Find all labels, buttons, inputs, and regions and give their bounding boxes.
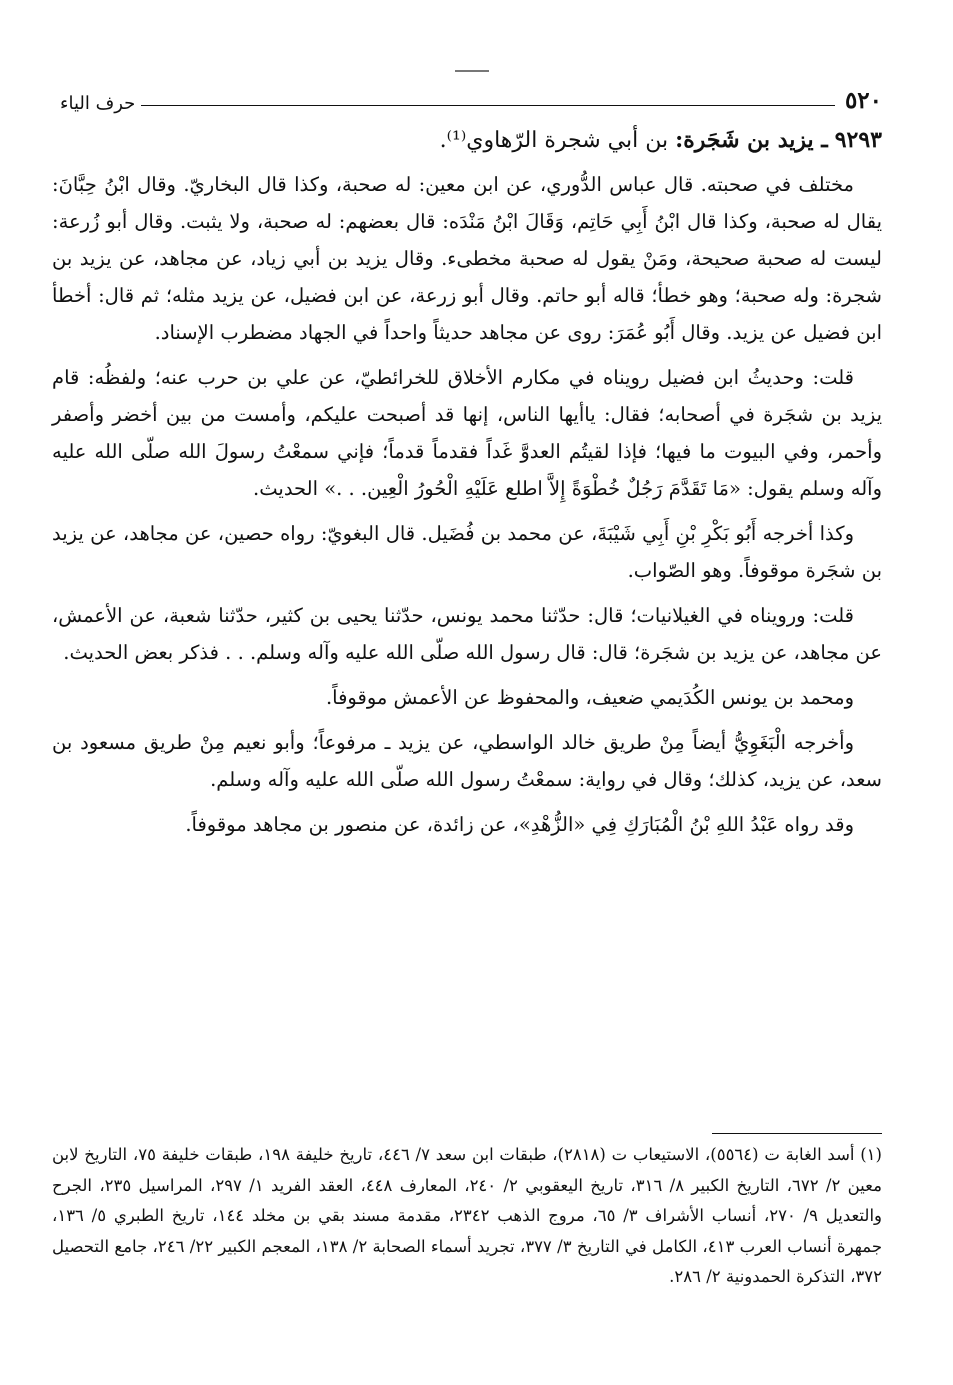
page-number: ٥٢٠ (844, 87, 882, 114)
top-mark (455, 70, 489, 72)
running-title: حرف الياء (60, 93, 136, 114)
footnotes (52, 1140, 882, 1293)
paragraph: قلت: وحديثُ ابن فضيل رويناه في مكارم الأخلاق للخرائطيّ، عن علي بن حرب عنه؛ ولفظُه: قام يزيد بن شجَرة في أصحابه؛ فقال: ياأيها الناس، إنها قد أصبحت عليكم، وأمست من بين أخضر وأصفر وأحمر، وفي البيوت ما فيها؛ فإذا لقيتُم العدوَّ غَداً فقدماً قدماً؛ فإني سمعْتُ رسولَ الله صلّى الله عليه وآله وسلم يقول: «مَا تَقَدَّمَ رَجُلٌ خُطْوَةً إِلاَّ اطلع عَلَيْهِ الْحُورُ الْعِين. . .» الحديث. (52, 366, 882, 500)
paragraph: وأخرجه الْبَغَوِيُّ أيضاً مِنْ طريق خالد الواسطي، عن يزيد ـ مرفوعاً؛ وأبو نعيم مِنْ طريق مسعود بن سعد، عن يزيد، كذلك؛ وقال في رواية: سمعْتُ رسول الله صلّى الله عليه وآله وسلم. (52, 731, 882, 791)
entry-rest: بن أبي شجرة الرّهاوي⁽¹⁾. (439, 128, 669, 153)
paragraph: مختلف في صحبته. قال عباس الدُّوري، عن ابن معين: له صحبة، وكذا قال البخاريّ. وقال ابْنُ حِبَّانَ: يقال له صحبة، وكذا قال ابْنُ أَبِي حَاتِم، وَقَالَ ابْنُ مَنْدَه: قال بعضهم: له صحبة، ولا يثبت. وقال أبو زُرعة: ليست له صحبة صحيحة، ومَنْ يقول له صحبة مخطىء. وقال يزيد بن أبي زياد، عن مجاهد، عن يزيد بن شجرة: وله صحبة؛ وهو خطأ؛ قاله أبو حاتم. وقال أبو زرعة، عن ابن فضيل، عن يزيد مثله؛ ثم قال: أخطأ ابن فضيل عن يزيد. وقال أَبُو عُمَرَ: روى عن مجاهد حديثاً واحداً في الجهاد مضطرب الإسناد. (52, 173, 882, 344)
entry-number: ٩٢٩٣ (834, 127, 882, 153)
paragraph: وكذا أخرجه أَبُو بَكْرِ بْنِ أَبِي شَيْبَةَ، عن محمد بن فُضَيل. قال البغويّ: رواه حصين، عن مجاهد، عن يزيد بن شجَرة موقوفاً. وهو الصّواب. (52, 522, 882, 582)
paragraph: قلت: ورويناه في الغيلانيات؛ قال: حدّثنا محمد يونس، حدّثنا يحيى بن كثير، حدّثنا شعبة، عن الأعمش، عن مجاهد، عن يزيد بن شجَرة؛ قال: قال رسول الله صلّى الله عليه وآله وسلم. . . فذكر بعض الحديث. (52, 604, 882, 664)
paragraph: ومحمد بن يونس الكُدَيمي ضعيف، والمحفوظ عن الأعمش موقوفاً. (325, 686, 854, 709)
paragraph: وقد رواه عَبْدُ اللهِ بْنُ الْمُبَارَكِ فِي «الزُّهْدِ»، عن زائدة، عن منصور بن مجاهد موقوفاً. (185, 813, 854, 836)
footnote-rule (712, 1133, 882, 1134)
header-rule (141, 91, 835, 106)
page-header (60, 84, 882, 114)
entry-heading (52, 120, 882, 161)
footnote: (١) أسد الغابة ت (٥٥٦٤)، الاستيعاب ت (٢٨١٨)، طبقات ابن سعد ٧/ ٤٤٦، تاريخ خليفة ١٩٨، طبقات خليفة ٧٥، التاريخ لابن معين ٢/ ٦٧٢، التاريخ الكبير ٨/ ٣١٦، تاريخ اليعقوبي ٢/ ٢٤٠، المعارف ٤٤٨، العقد الفريد ١/ ٢٩٧، المراسيل ٢٣٥، الجرح والتعديل ٩/ ٢٧٠، أنساب الأشراف ٣/ ٦٥، مروج الذهب ٢٣٤٢، مقدمة مسند بقي بن مخلد ١٤٤، تاريخ الطبري ٥/ ١٣٦، جمهرة أنساب العرب ٤١٣، الكامل في التاريخ ٣/ ٣٧٧، تجريد أسماء الصحابة ٢/ ١٣٨، المعجم الكبير ٢٢/ ٢٤٦، جامع التحصيل ٣٧٢، التذكرة الحمدونية ٢/ ٢٨٦. (52, 1145, 883, 1286)
main-text (52, 120, 882, 851)
entry-name: ـ يزيد بن شَجَرة: (675, 127, 828, 153)
